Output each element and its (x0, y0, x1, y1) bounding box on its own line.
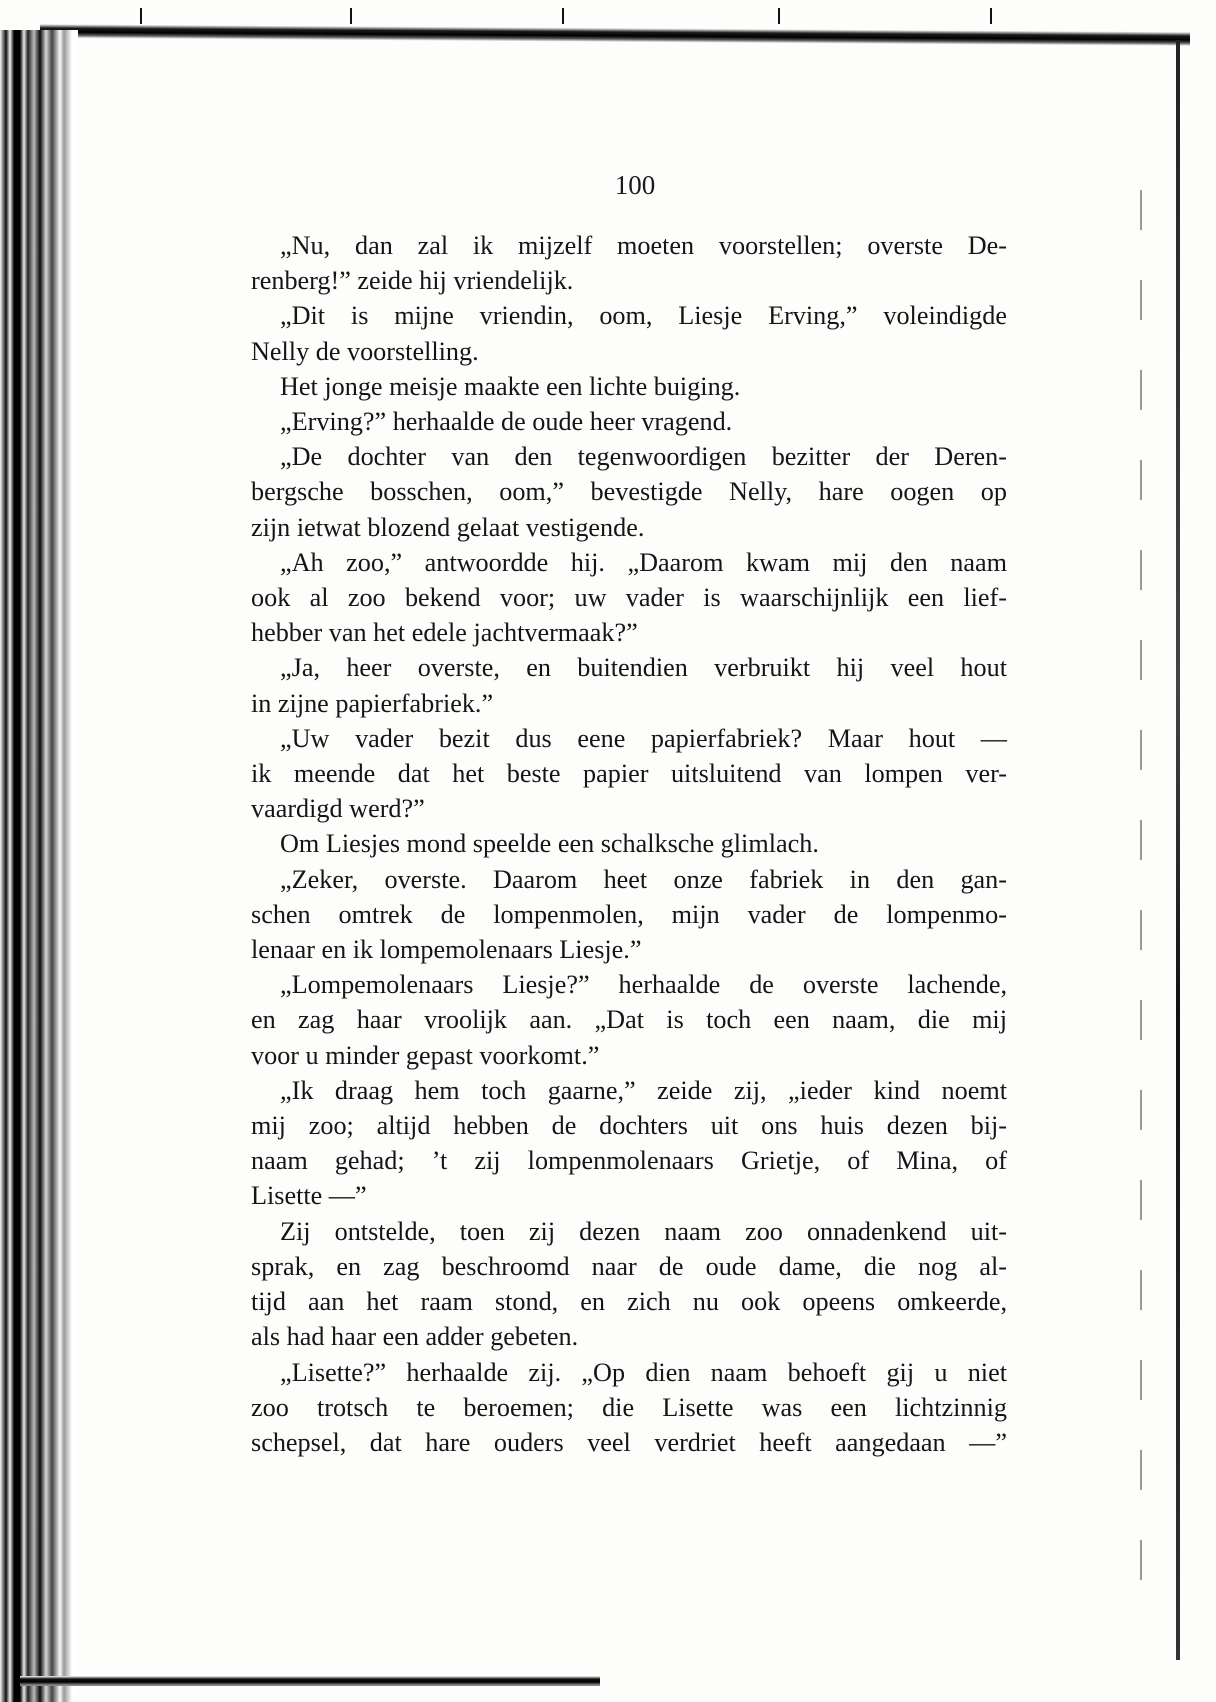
scan-tick-mark (562, 8, 564, 24)
scan-tick-mark (990, 8, 992, 24)
text-line: zoo trotsch te beroemen; die Lisette was een lichtzinnig (251, 1392, 1007, 1422)
text-line: Om Liesjes mond speelde een schalksche glimlach. (280, 829, 819, 859)
text-line: tijd aan het raam stond, en zich nu ook opeens omkeerde, (251, 1287, 1007, 1317)
text-line: zijn ietwat blozend gelaat vestigende. (251, 512, 645, 542)
text-line: schen omtrek de lompenmolen, mijn vader de lompenmo- (251, 899, 1007, 929)
text-line: en zag haar vroolijk aan. „Dat is toch een naam, die mij (251, 1005, 1007, 1035)
text-line: mij zoo; altijd hebben de dochters uit ons huis dezen bij- (251, 1111, 1007, 1141)
text-line: Het jonge meisje maakte een lichte buiging. (280, 371, 741, 401)
text-line: vaardigd werd?” (251, 794, 425, 824)
text-line: bergsche bosschen, oom,” bevestigde Nelly, hare oogen op (251, 477, 1007, 507)
text-line: schepsel, dat hare ouders veel verdriet heeft aangedaan —” (251, 1427, 1007, 1457)
text-line: sprak, en zag beschroomd naar de oude dame, die nog al- (251, 1251, 1007, 1281)
text-line: „Nu, dan zal ik mijzelf moeten voorstellen; overste De- (280, 231, 1007, 260)
text-line: „Ja, heer overste, en buitendien verbruikt hij veel hout (280, 653, 1007, 683)
text-line: „Lisette?” herhaalde zij. „Op dien naam behoeft gij u niet (280, 1357, 1007, 1387)
scan-tick-mark (140, 8, 142, 24)
text-line: lenaar en ik lompemolenaars Liesje.” (251, 935, 642, 965)
text-line: „Erving?” herhaalde de oude heer vragend. (280, 407, 733, 437)
text-line: hebber van het edele jachtvermaak?” (251, 618, 638, 648)
text-line: „De dochter van den tegenwoordigen bezitter der Deren- (280, 442, 1007, 472)
binding-edge-left (0, 30, 78, 1702)
binding-edge-bottom (20, 1676, 600, 1686)
text-line: Zij ontstelde, toen zij dezen naam zoo onnadenkend uit- (280, 1216, 1007, 1246)
scan-tick-mark (778, 8, 780, 24)
text-line: „Ah zoo,” antwoordde hij. „Daarom kwam mij den naam (280, 547, 1007, 577)
text-line: in zijne papierfabriek.” (251, 688, 494, 718)
text-line: „Dit is mijne vriendin, oom, Liesje Erving,” voleindigde (280, 301, 1007, 331)
text-line: „Zeker, overste. Daarom heet onze fabriek in den gan- (280, 864, 1007, 894)
scan-tick-mark (350, 8, 352, 24)
text-line: „Uw vader bezit dus eene papierfabriek? Maar hout — (280, 723, 1007, 753)
page-edge-right (1176, 40, 1180, 1660)
binding-edge-top (40, 24, 1190, 46)
text-line: naam gehad; ’t zij lompenmolenaars Grietje, of Mina, of (251, 1146, 1007, 1176)
text-line: als had haar een adder gebeten. (251, 1322, 579, 1352)
text-line: Lisette —” (251, 1181, 367, 1211)
body-text (251, 228, 1007, 1460)
text-line: ook al zoo bekend voor; uw vader is waarschijnlijk een lief- (251, 583, 1007, 613)
text-line: renberg!” zeide hij vriendelijk. (251, 266, 574, 296)
text-line: ik meende dat het beste papier uitsluitend van lompen ver- (251, 759, 1007, 789)
text-line: Nelly de voorstelling. (251, 336, 479, 366)
page-number: 100 (614, 170, 656, 200)
text-line: voor u minder gepast voorkomt.” (251, 1040, 600, 1070)
text-line: „Lompemolenaars Liesje?” herhaalde de overste lachende, (280, 970, 1007, 1000)
page-edge-right-shadow (1140, 190, 1142, 1590)
text-line: „Ik draag hem toch gaarne,” zeide zij, „ieder kind noemt (280, 1075, 1007, 1105)
